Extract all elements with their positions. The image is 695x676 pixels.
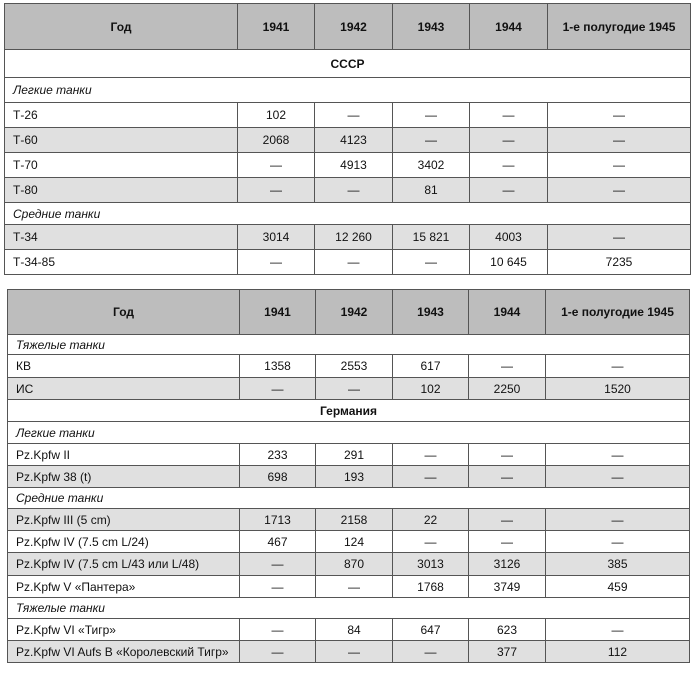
value-cell: —	[546, 466, 690, 488]
value-cell: 7235	[548, 250, 691, 275]
tank-name: Т-80	[5, 178, 238, 203]
value-cell: 1358	[240, 355, 316, 378]
header-row	[8, 290, 690, 335]
value-cell: —	[548, 225, 691, 250]
value-cell: 233	[240, 444, 316, 466]
value-cell: 12 260	[315, 225, 393, 250]
value-cell: —	[546, 619, 690, 641]
tank-name: Т-26	[5, 103, 238, 128]
table-row	[8, 576, 690, 598]
value-cell: —	[393, 128, 470, 153]
value-cell: —	[548, 103, 691, 128]
value-cell: 193	[316, 466, 393, 488]
value-cell: —	[240, 641, 316, 663]
col-header-1943: 1943	[393, 290, 469, 335]
value-cell: 84	[316, 619, 393, 641]
value-cell: 2158	[316, 509, 393, 531]
value-cell: 467	[240, 531, 316, 553]
value-cell: —	[469, 444, 546, 466]
value-cell: 617	[393, 355, 469, 378]
value-cell: 81	[393, 178, 470, 203]
col-header-1945: 1-е полугодие 1945	[546, 290, 690, 335]
tank-production-table-continued	[7, 289, 690, 663]
value-cell: —	[470, 103, 548, 128]
value-cell: 3013	[393, 553, 469, 576]
category-row	[8, 422, 690, 444]
tank-name: КВ	[8, 355, 240, 378]
value-cell: —	[548, 178, 691, 203]
value-cell: —	[316, 641, 393, 663]
col-header-1942: 1942	[316, 290, 393, 335]
value-cell: —	[315, 103, 393, 128]
value-cell: —	[469, 531, 546, 553]
table-row	[8, 641, 690, 663]
value-cell: 1713	[240, 509, 316, 531]
value-cell: —	[393, 641, 469, 663]
value-cell: —	[315, 250, 393, 275]
table-row	[5, 128, 691, 153]
table-row	[8, 553, 690, 576]
table-row	[8, 509, 690, 531]
tank-name: Pz.Kpfw III (5 cm)	[8, 509, 240, 531]
col-header-1941: 1941	[240, 290, 316, 335]
tank-name: Pz.Kpfw VI «Тигр»	[8, 619, 240, 641]
value-cell: 22	[393, 509, 469, 531]
col-header-1945: 1-е полугодие 1945	[548, 4, 691, 50]
col-header-1944: 1944	[470, 4, 548, 50]
tank-production-table-ussr	[4, 3, 691, 275]
value-cell: 1520	[546, 378, 690, 400]
table-row	[8, 619, 690, 641]
value-cell: —	[240, 378, 316, 400]
value-cell: —	[393, 103, 470, 128]
tank-name: Pz.Kpfw IV (7.5 cm L/24)	[8, 531, 240, 553]
category-label: Тяжелые танки	[8, 335, 690, 355]
table-row	[5, 250, 691, 275]
value-cell: 3126	[469, 553, 546, 576]
value-cell: 3402	[393, 153, 470, 178]
section-row	[8, 400, 690, 422]
table-row	[5, 225, 691, 250]
tank-name: Pz.Kpfw 38 (t)	[8, 466, 240, 488]
category-label: Легкие танки	[8, 422, 690, 444]
category-label: Средние танки	[5, 203, 691, 225]
col-header-year: Год	[8, 290, 240, 335]
value-cell: 102	[393, 378, 469, 400]
table-row	[8, 444, 690, 466]
value-cell: 124	[316, 531, 393, 553]
value-cell: —	[470, 178, 548, 203]
value-cell: 3014	[238, 225, 315, 250]
tank-name: Pz.Kpfw V «Пантера»	[8, 576, 240, 598]
col-header-1941: 1941	[238, 4, 315, 50]
value-cell: 385	[546, 553, 690, 576]
tank-name: Т-34-85	[5, 250, 238, 275]
value-cell: —	[238, 250, 315, 275]
value-cell: 647	[393, 619, 469, 641]
value-cell: —	[238, 153, 315, 178]
section-row	[5, 50, 691, 78]
tank-name: Т-60	[5, 128, 238, 153]
value-cell: 377	[469, 641, 546, 663]
col-header-1942: 1942	[315, 4, 393, 50]
tank-name: Pz.Kpfw VI Aufs B «Королевский Тигр»	[8, 641, 240, 663]
tank-name: Т-34	[5, 225, 238, 250]
table-row	[8, 466, 690, 488]
value-cell: 15 821	[393, 225, 470, 250]
category-row	[5, 78, 691, 103]
col-header-year: Год	[5, 4, 238, 50]
value-cell: —	[469, 509, 546, 531]
value-cell: 10 645	[470, 250, 548, 275]
value-cell: —	[548, 153, 691, 178]
value-cell: —	[546, 444, 690, 466]
table-row	[8, 531, 690, 553]
value-cell: 1768	[393, 576, 469, 598]
col-header-1944: 1944	[469, 290, 546, 335]
value-cell: —	[315, 178, 393, 203]
value-cell: 102	[238, 103, 315, 128]
value-cell: 291	[316, 444, 393, 466]
category-label: Легкие танки	[5, 78, 691, 103]
value-cell: —	[546, 509, 690, 531]
tank-name: Т-70	[5, 153, 238, 178]
table-row	[5, 153, 691, 178]
value-cell: 2068	[238, 128, 315, 153]
table-row	[8, 355, 690, 378]
value-cell: —	[469, 466, 546, 488]
col-header-1943: 1943	[393, 4, 470, 50]
table-row	[8, 378, 690, 400]
category-label: Тяжелые танки	[8, 598, 690, 619]
value-cell: 623	[469, 619, 546, 641]
value-cell: 4123	[315, 128, 393, 153]
value-cell: 3749	[469, 576, 546, 598]
value-cell: 112	[546, 641, 690, 663]
category-row	[8, 598, 690, 619]
section-title: Германия	[8, 400, 690, 422]
section-title: СССР	[5, 50, 691, 78]
value-cell: —	[548, 128, 691, 153]
value-cell: —	[316, 378, 393, 400]
tank-name: Pz.Kpfw II	[8, 444, 240, 466]
value-cell: —	[393, 250, 470, 275]
table-row	[5, 178, 691, 203]
value-cell: —	[546, 531, 690, 553]
value-cell: —	[240, 553, 316, 576]
tank-name: ИС	[8, 378, 240, 400]
value-cell: 2553	[316, 355, 393, 378]
value-cell: —	[240, 619, 316, 641]
category-row	[5, 203, 691, 225]
value-cell: 459	[546, 576, 690, 598]
value-cell: 2250	[469, 378, 546, 400]
value-cell: 4003	[470, 225, 548, 250]
value-cell: —	[470, 153, 548, 178]
category-row	[8, 488, 690, 509]
table-row	[5, 103, 691, 128]
tank-name: Pz.Kpfw IV (7.5 cm L/43 или L/48)	[8, 553, 240, 576]
value-cell: —	[393, 444, 469, 466]
value-cell: 4913	[315, 153, 393, 178]
value-cell: —	[469, 355, 546, 378]
value-cell: —	[393, 531, 469, 553]
category-row	[8, 335, 690, 355]
header-row	[5, 4, 691, 50]
value-cell: —	[546, 355, 690, 378]
value-cell: —	[240, 576, 316, 598]
value-cell: 698	[240, 466, 316, 488]
value-cell: 870	[316, 553, 393, 576]
category-label: Средние танки	[8, 488, 690, 509]
value-cell: —	[393, 466, 469, 488]
value-cell: —	[316, 576, 393, 598]
value-cell: —	[238, 178, 315, 203]
value-cell: —	[470, 128, 548, 153]
